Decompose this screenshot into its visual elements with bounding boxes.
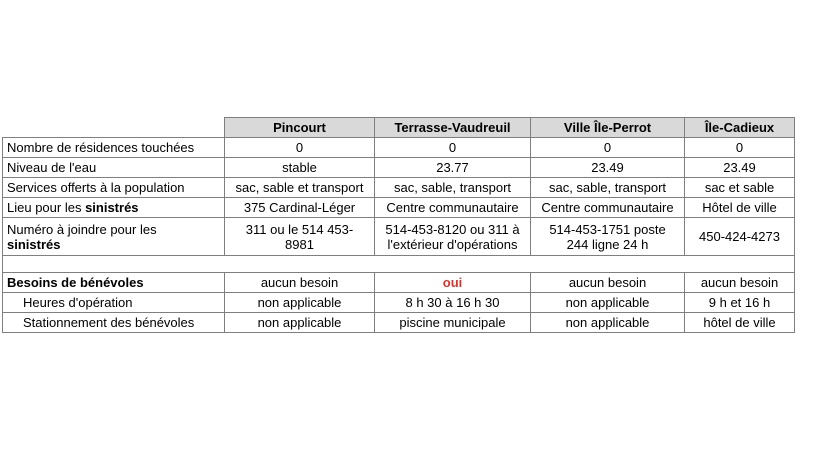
spacer-cell [531, 256, 685, 273]
cell: sac, sable, transport [531, 178, 685, 198]
cell: 0 [225, 138, 375, 158]
row-label [3, 273, 225, 293]
cell: hôtel de ville [685, 313, 795, 333]
cell: aucun besoin [225, 273, 375, 293]
cell: 0 [685, 138, 795, 158]
label-bold-text: sinistrés [7, 236, 61, 252]
row-stationnement [3, 313, 795, 333]
cell: sac, sable et transport [225, 178, 375, 198]
cell-highlight [375, 273, 531, 293]
cell: non applicable [531, 293, 685, 313]
cell-line: 450-424-4273 [699, 229, 780, 244]
row-label [3, 198, 225, 218]
cell: non applicable [225, 313, 375, 333]
cell: non applicable [531, 313, 685, 333]
spacer-cell [375, 256, 531, 273]
row-residences [3, 138, 795, 158]
label-bold-text: sinistrés [85, 200, 139, 215]
row-label: Heures d'opération [3, 293, 225, 313]
cell-line: 514-453-1751 poste [549, 221, 666, 237]
municipal-flood-info-table [2, 117, 795, 333]
header-corner-cell [3, 118, 225, 138]
row-services [3, 178, 795, 198]
row-heures-operation [3, 293, 795, 313]
info-table-container [2, 117, 794, 333]
col-header-ile-cadieux: Île-Cadieux [685, 118, 795, 138]
cell: Hôtel de ville [685, 198, 795, 218]
cell: 0 [531, 138, 685, 158]
cell: 8 h 30 à 16 h 30 [375, 293, 531, 313]
cell-line: 244 ligne 24 h [566, 236, 649, 252]
spacer-cell [3, 256, 225, 273]
row-lieu-sinistres [3, 198, 795, 218]
spacer-cell [225, 256, 375, 273]
cell-line: 514-453-8120 ou 311 à [385, 221, 520, 237]
cell [531, 218, 685, 256]
cell: 0 [375, 138, 531, 158]
col-header-terrasse-vaudreuil: Terrasse-Vaudreuil [375, 118, 531, 138]
cell: 23.49 [531, 158, 685, 178]
row-numero-joindre [3, 218, 795, 256]
cell: 23.77 [375, 158, 531, 178]
cell: non applicable [225, 293, 375, 313]
cell: stable [225, 158, 375, 178]
cell: Centre communautaire [531, 198, 685, 218]
row-label: Niveau de l'eau [3, 158, 225, 178]
cell [225, 218, 375, 256]
cell: aucun besoin [685, 273, 795, 293]
cell: sac et sable [685, 178, 795, 198]
cell-line: 311 ou le 514 453- [245, 221, 354, 237]
spacer-cell [685, 256, 795, 273]
cell-line: 8981 [285, 236, 314, 252]
cell: 9 h et 16 h [685, 293, 795, 313]
row-label: Services offerts à la population [3, 178, 225, 198]
row-besoins-benevoles [3, 273, 795, 293]
cell [375, 218, 531, 256]
label-text: Lieu pour les [7, 200, 86, 215]
col-header-ville-ile-perrot: Ville Île-Perrot [531, 118, 685, 138]
col-header-pincourt: Pincourt [225, 118, 375, 138]
cell: sac, sable, transport [375, 178, 531, 198]
cell: aucun besoin [531, 273, 685, 293]
row-label: Stationnement des bénévoles [3, 313, 225, 333]
cell: Centre communautaire [375, 198, 531, 218]
cell: 375 Cardinal-Léger [225, 198, 375, 218]
row-label: Nombre de résidences touchées [3, 138, 225, 158]
label-bold-text: Besoins de bénévoles [7, 275, 144, 290]
row-niveau-eau [3, 158, 795, 178]
cell [685, 218, 795, 256]
cell: 23.49 [685, 158, 795, 178]
highlight-text: oui [442, 275, 463, 290]
cell-line: l'extérieur d'opérations [387, 236, 518, 252]
header-row [3, 118, 795, 138]
row-label [3, 218, 225, 256]
label-text: Numéro à joindre pour les [7, 221, 157, 237]
cell: piscine municipale [375, 313, 531, 333]
spacer-row [3, 256, 795, 273]
